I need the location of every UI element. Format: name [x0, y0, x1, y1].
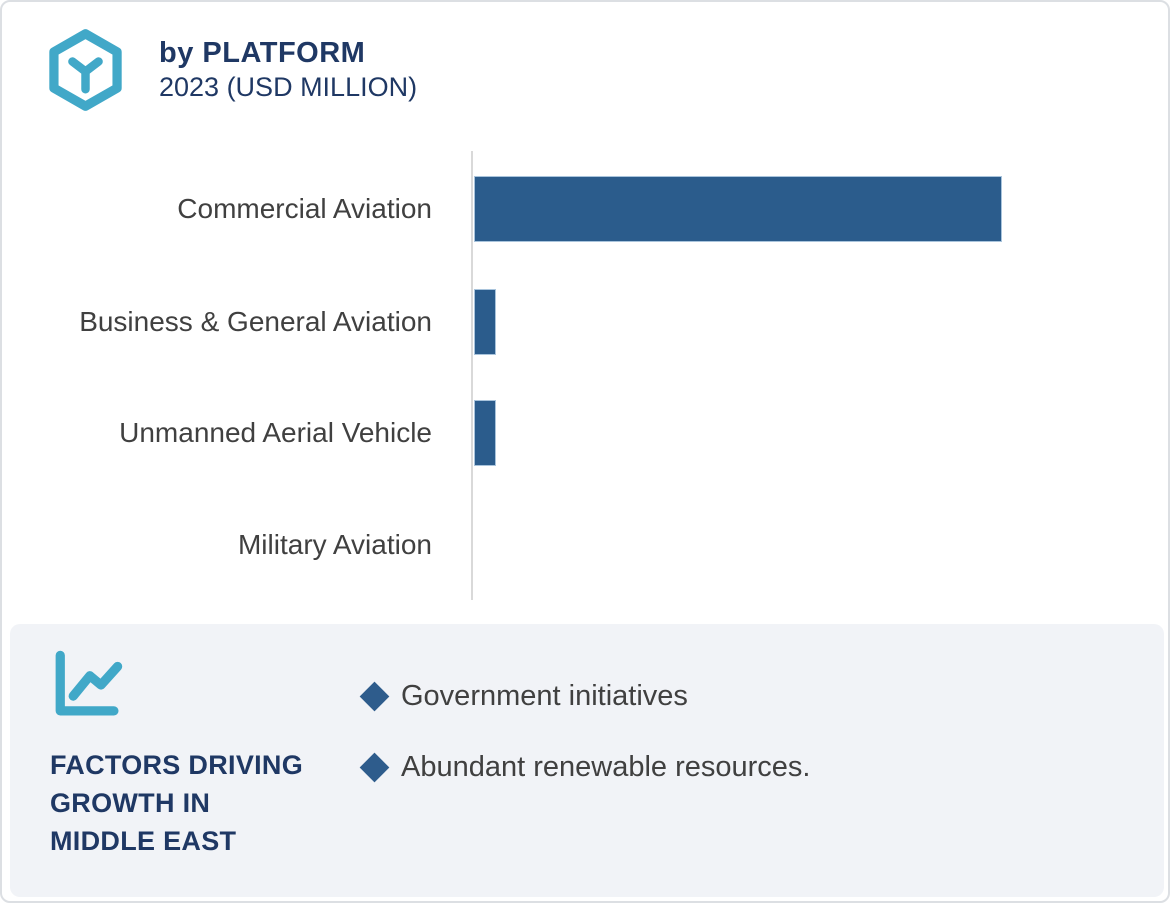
bullet-item	[360, 747, 810, 787]
diamond-bullet-icon	[360, 752, 390, 782]
bar-row-military-aviation	[2, 512, 1152, 578]
hexagon-y-icon	[47, 29, 124, 111]
category-label: Military Aviation	[237, 529, 432, 560]
chart-header	[47, 29, 417, 111]
diamond-bullet-icon	[360, 681, 390, 711]
bullet-text: Abundant renewable resources.	[401, 750, 811, 783]
factors-heading-line: FACTORS DRIVING	[50, 750, 304, 780]
factors-heading	[50, 746, 303, 860]
category-label: Business & General Aviation	[79, 306, 432, 337]
bar-row-unmanned-aerial-vehicle	[2, 400, 1152, 466]
factors-heading-line: GROWTH IN	[50, 788, 211, 818]
bar-unmanned-aerial-vehicle	[474, 400, 496, 466]
bullet-text: Government initiatives	[401, 679, 688, 712]
bar-row-business-general-aviation	[2, 289, 1152, 355]
category-label: Commercial Aviation	[177, 193, 432, 224]
bar-commercial-aviation	[474, 176, 1002, 242]
category-label: Unmanned Aerial Vehicle	[119, 417, 432, 448]
chart-title: by PLATFORM	[159, 37, 366, 69]
line-chart-icon	[50, 648, 126, 722]
bar-business-general-aviation	[474, 289, 496, 355]
factors-panel	[10, 624, 1164, 897]
header-text	[159, 29, 417, 104]
bullet-item	[360, 676, 810, 716]
factors-bullet-list	[360, 676, 810, 818]
factors-heading-line: MIDDLE EAST	[50, 826, 237, 856]
bar-row-commercial-aviation	[2, 176, 1152, 242]
chart-subtitle: 2023 (USD MILLION)	[159, 72, 418, 102]
